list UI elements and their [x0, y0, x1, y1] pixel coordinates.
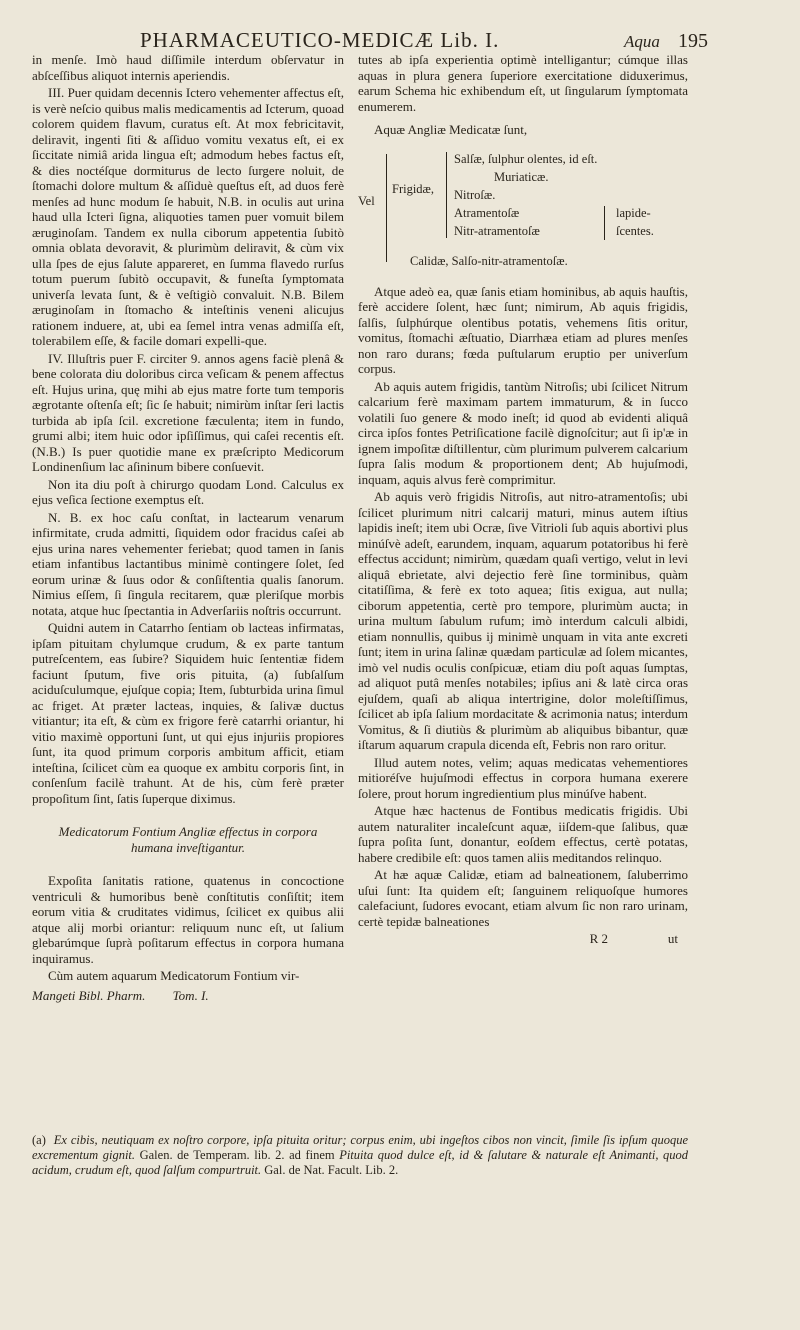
paragraph: Cùm autem aquarum Medicatorum Fontium vir- [48, 968, 300, 983]
paragraph: Ab aquis verò frigidis Nitroſis, aut nitro-atramentoſis; ubi ſcilicet plurimum nitri calcarij maturi, minus autem iſtius lapidis ineſt; item ubi Ocræ, ſive Vitrioli ſub aquis abortivi plus minúſvè adeſt, earundem, inquam, aquarum potatoribus hi ferè effectus accidunt; nimirùm, quædam quaſi vertigo, velut in levi aliquâ ebrietate, alvi dejectio ferè ſine torminibus, quàm citatiſſima, & ferè ex toto aquea; ſitis exigua, aut nulla; ciborum appetentia, certè pro tempore, plurimùm aucta; in urina multum ſabulum rufum; imò interdum calculi albidi, etiam nonnullis, quibus ij minimè unquam in vita ante excreti ſunt; item in urina ſalinæ quædam particulæ ad ſolem micantes, imò vel nudis oculis conſpicuæ, etiam diu poſt aquas ſumptas, ad aliquot putâ menſes notabiles; ipſius ani & latè circa oras ejuſdem, quaſi ab aliqua intertrigine, dolor moleſtiſſimus, ſcilicet ab ipſa ſalium mordacitate & acrimonia natus; interdum Vomitus, & ſi diutiùs & plurimùm ab aliquibus bibantur, quæ iſtarum aquarum crapula dicenda eſt, Febris non raro oritur. [358, 489, 688, 752]
paragraph: IV. Illuſtris puer F. circiter 9. annos agens faciè plenâ & bene colorata diu doloribus circa veſicam & penem affectus eſt. Hujus urina, quę mihi ab ejus matre forte tum temporis ægrotante oſtenſa eſt; ſic ſe habuit; nimirùm inſtar ſeri lactis turbida ab ipſa ſcil. excretione fæculenta; item in fundo, grumi albi; item huic odor ipſiſſimus, qui caſei recentis eſt. (N.B.) Is puer quotidie mane ex præſcripto Medicorum Londinenſium lac aſininum bibere conſuevit. [32, 350, 344, 474]
scheme-lapidescentes-2: ſcentes. [616, 223, 654, 238]
running-title: PHARMACEUTICO-MEDICÆ Lib. I. [140, 28, 500, 52]
paragraph: Quidni autem in Catarrho ſentiam ob lacteas infirmatas, ipſam pituitam chylumque crudum, & ex parte tantum putreſcentem, eas ſubire? Siquidem huic ſententiæ fidem faciunt ſputum, five oris pituita, (a) ſubſalſum aciduſculumque, ejuſque copia; Item, ſubturbida urina ſimul ac friget. At præter lacteas, inquies, & ſalivæ ductus vitiantur; ita eſt, & cùm ex frigore ferè catarrhi oriantur, hi vitio maximè opportuni ſunt, ut qui ejus injuriis propiores ſunt, ita quod primum corporis ambitum afficit, etiam inteſtina, ſcilicet cùm ea quoque ex ambitu corporis ſint, in conſenſum facilè trahunt. At de his, cùm ferè præter propoſitum ſint, ſatis ſuperque diximus. [32, 620, 344, 806]
footnote-label: (a) [32, 1133, 46, 1147]
signature-line [32, 988, 344, 1004]
footnote-quote-1: Ex cibis, neutiquam ex noſtro corpore, ipſa pituita oritur; corpus enim, ubi ingeſtos cibos non vincit, ſimile ſis ipſum quoque excrementum gignit. [32, 1133, 689, 1162]
paragraph: N. B. ex hoc caſu conſtat, in lactearum venarum infirmitate, cruda admitti, ſiquidem odor fracidus caſei ab ejus urina nares vehementer feriebat; quod tamen in ſanis etiam infantibus lactantibus minimè contingere ſolet, ſed eorum urinæ & ſuus odor & conſiſtentia qualis ſanorum. Nimius eſſem, ſi ſingula recitarem, quæ pleriſque morbis notata, atque huc ſpectantia in Adverſariis noſtris occurrunt. [32, 509, 344, 618]
scheme-nitrosae: Nitroſæ. [454, 187, 496, 202]
scheme-muriaticae: Muriaticæ. [494, 169, 549, 184]
paragraph: Non ita diu poſt à chirurgo quodam Lond. Calculus ex ejus veſica ſectione exemptus eſt. [32, 476, 344, 507]
paragraph: in menſe. Imò haud diſſimile interdum obſervatur in abſceſſibus aliquot internis aperiendis. [32, 52, 344, 83]
catchword-line [358, 931, 688, 947]
paragraph: At hæ aquæ Calidæ, etiam ad balneationem, ſaluberrimo uſui ſunt: Ita quidem eſt; ſanguinem reliquoſque humores calefaciunt, ſudores evocant, etiam alvum ſic non raro urinam, certè tepidæ balneationes [358, 867, 688, 929]
paragraph: Illud autem notes, velim; aquas medicatas vehementiores mitioréſve hujuſmodi effectus in corpora humana exerere ſolere, prout horum ingredientium plus minúſve habent. [358, 754, 688, 801]
right-column [358, 52, 688, 1132]
scheme-frigidae: Frigidæ, [392, 181, 435, 196]
scheme-vel: Vel [358, 193, 375, 208]
footnote-quote-2: Pituita quod dulce eſt, id & ſalutare & naturale eſt Animanti, quod acidum, crudum eſt, quod ſalſum compurtruit. [32, 1148, 689, 1177]
section-heading: Medicatorum Fontium Angliæ effectus in corpora humana inveſtigantur. [58, 824, 318, 855]
classification-scheme [358, 148, 688, 278]
paragraph: Atque adeò ea, quæ ſanis etiam hominibus, ab aquis hauſtis, ferè accidere ſolent, hæc ſunt; nimirum, Ab aquis frigidis, ſalſis, ſulphúrque olentibus potatis, vehemens ſitis oritur, vomitus, ſtomachi æſtuatio, Diarrhæa etiam ad plures menſes non raro durans; fœda puſtularum eruptio per univerſum corpus. [358, 283, 688, 376]
scheme-salsae: Salſæ, ſulphur olentes, id eſt. [454, 151, 598, 166]
inner-brace [446, 152, 447, 238]
signature-mark: R 2 [589, 931, 608, 946]
scheme-nitr-atramentosae: Nitr-atramentoſæ [454, 223, 540, 238]
volume-label: Tom. I. [172, 987, 209, 1003]
footnote-citation-2: Gal. de Nat. Facult. Lib. 2. [264, 1163, 399, 1177]
paragraph: Ab aquis autem frigidis, tantùm Nitroſis; ubi ſcilicet Nitrum calcarium ferè maximam partem immaturum, & in ſucco volatili ſuo genere & modo ineſt; id quod ab evidenti aliquâ circa ipſos fontes Petriſicatione facilè dignoſcitur; aut ſi ip'æ in ignem impoſitæ diſtillentur, cùm plurimum pulverem calcarium ſupra ſalis modum & proportionem dent; Ab hujuſmodi, inquam, aquis alvus ferè comprimitur. [358, 378, 688, 487]
paragraph: III. Puer quidam decennis Ictero vehementer affectus eſt, is verè neſcio quibus malis medicamentis ad Icterum, quoad colorem quidem flavum, curatus eſt. At mox febricitavit, deliravit, ingenti ſiti & aſſiduo vomitu vexatus eſt, ei ex ſiccitate nimiâ arida lingua eſt; admodum hebes factus eſt, & dies noctéſque dormiturus de lecto ſurgere noluit, de ſtomachi dolore multum & aſſiduè queſtus eſt, ad duos ferè menſes ad hunc modum ſe habuit, N.B. in oculis aut urina haud ulla Icteri ſigna, aliquoties tamen puer vomuit bilem æruginoſam. Tandem ex nulla ciborum appetentia ſubitò omnia oblata devoravit, & plurimùm deliravit, & cùm vix ulla ſpes de ejus ſalute appareret, en ſumma flavedo rurſus totum puerum ſubitò occupavit, & funeſta ſymptomata univerſa levata ſunt, & è veſtigiò convaluit. N.B. Bilem æruginoſam in ſtomacho & inteſtinis veneni alicujus rationem induere, at, ubi ea ſemel intra venas admiſſa eſt, tolerabilem eſſe, & facile domari expelli-que. [32, 85, 344, 348]
scheme-title: Aquæ Angliæ Medicatæ ſunt, [374, 122, 528, 137]
running-header [30, 28, 780, 54]
signature-title: Mangeti Bibl. Pharm. [32, 987, 146, 1003]
section-label: Aqua [624, 32, 660, 51]
paragraph: tutes ab ipſa experientia optimè intelligantur; cúmque illas aquas in plura genera ſuperiore exercitatione diduxerimus, earum Schema hic exhibendum eſt, ut ſingularum ſymptomata enumerem. [358, 52, 688, 114]
page-number: 195 [678, 30, 708, 52]
paragraph: Expoſita ſanitatis ratione, quatenus in concoctione ventriculi & humoribus benè conſtitutis conſiſtit; item eorum vitia & cruditates vidimus, ſcilicet ex quibus alii atque alij morbi oriantur: reliquum nunc eſt, ut ſalium glebarúmque ſuprà poſitarum effectus in corpora humana inquiramus. [32, 873, 344, 966]
right-brace [604, 206, 605, 240]
footnote [32, 1133, 688, 1178]
outer-brace [386, 154, 387, 262]
scheme-calidae: Calidæ, Salſo-nitr-atramentoſæ. [410, 253, 568, 268]
paragraph: Atque hæc hactenus de Fontibus medicatis frigidis. Ubi autem naturaliter incaleſcunt aquæ, iiſdem-que ſalibus, quæ ſupra poſita ſunt, donantur, eoſdem effectus, certè potatas, habere credibile eſt: quos tamen aliis meditandos relinquo. [358, 803, 688, 865]
scheme-lapidescentes-1: lapide- [616, 205, 651, 220]
left-column [32, 52, 344, 1132]
footnote-citation-1: Galen. de Temperam. lib. 2. ad finem [139, 1148, 335, 1162]
catchword: ut [667, 931, 678, 946]
scheme-atramentosae: Atramentoſæ [454, 205, 520, 220]
